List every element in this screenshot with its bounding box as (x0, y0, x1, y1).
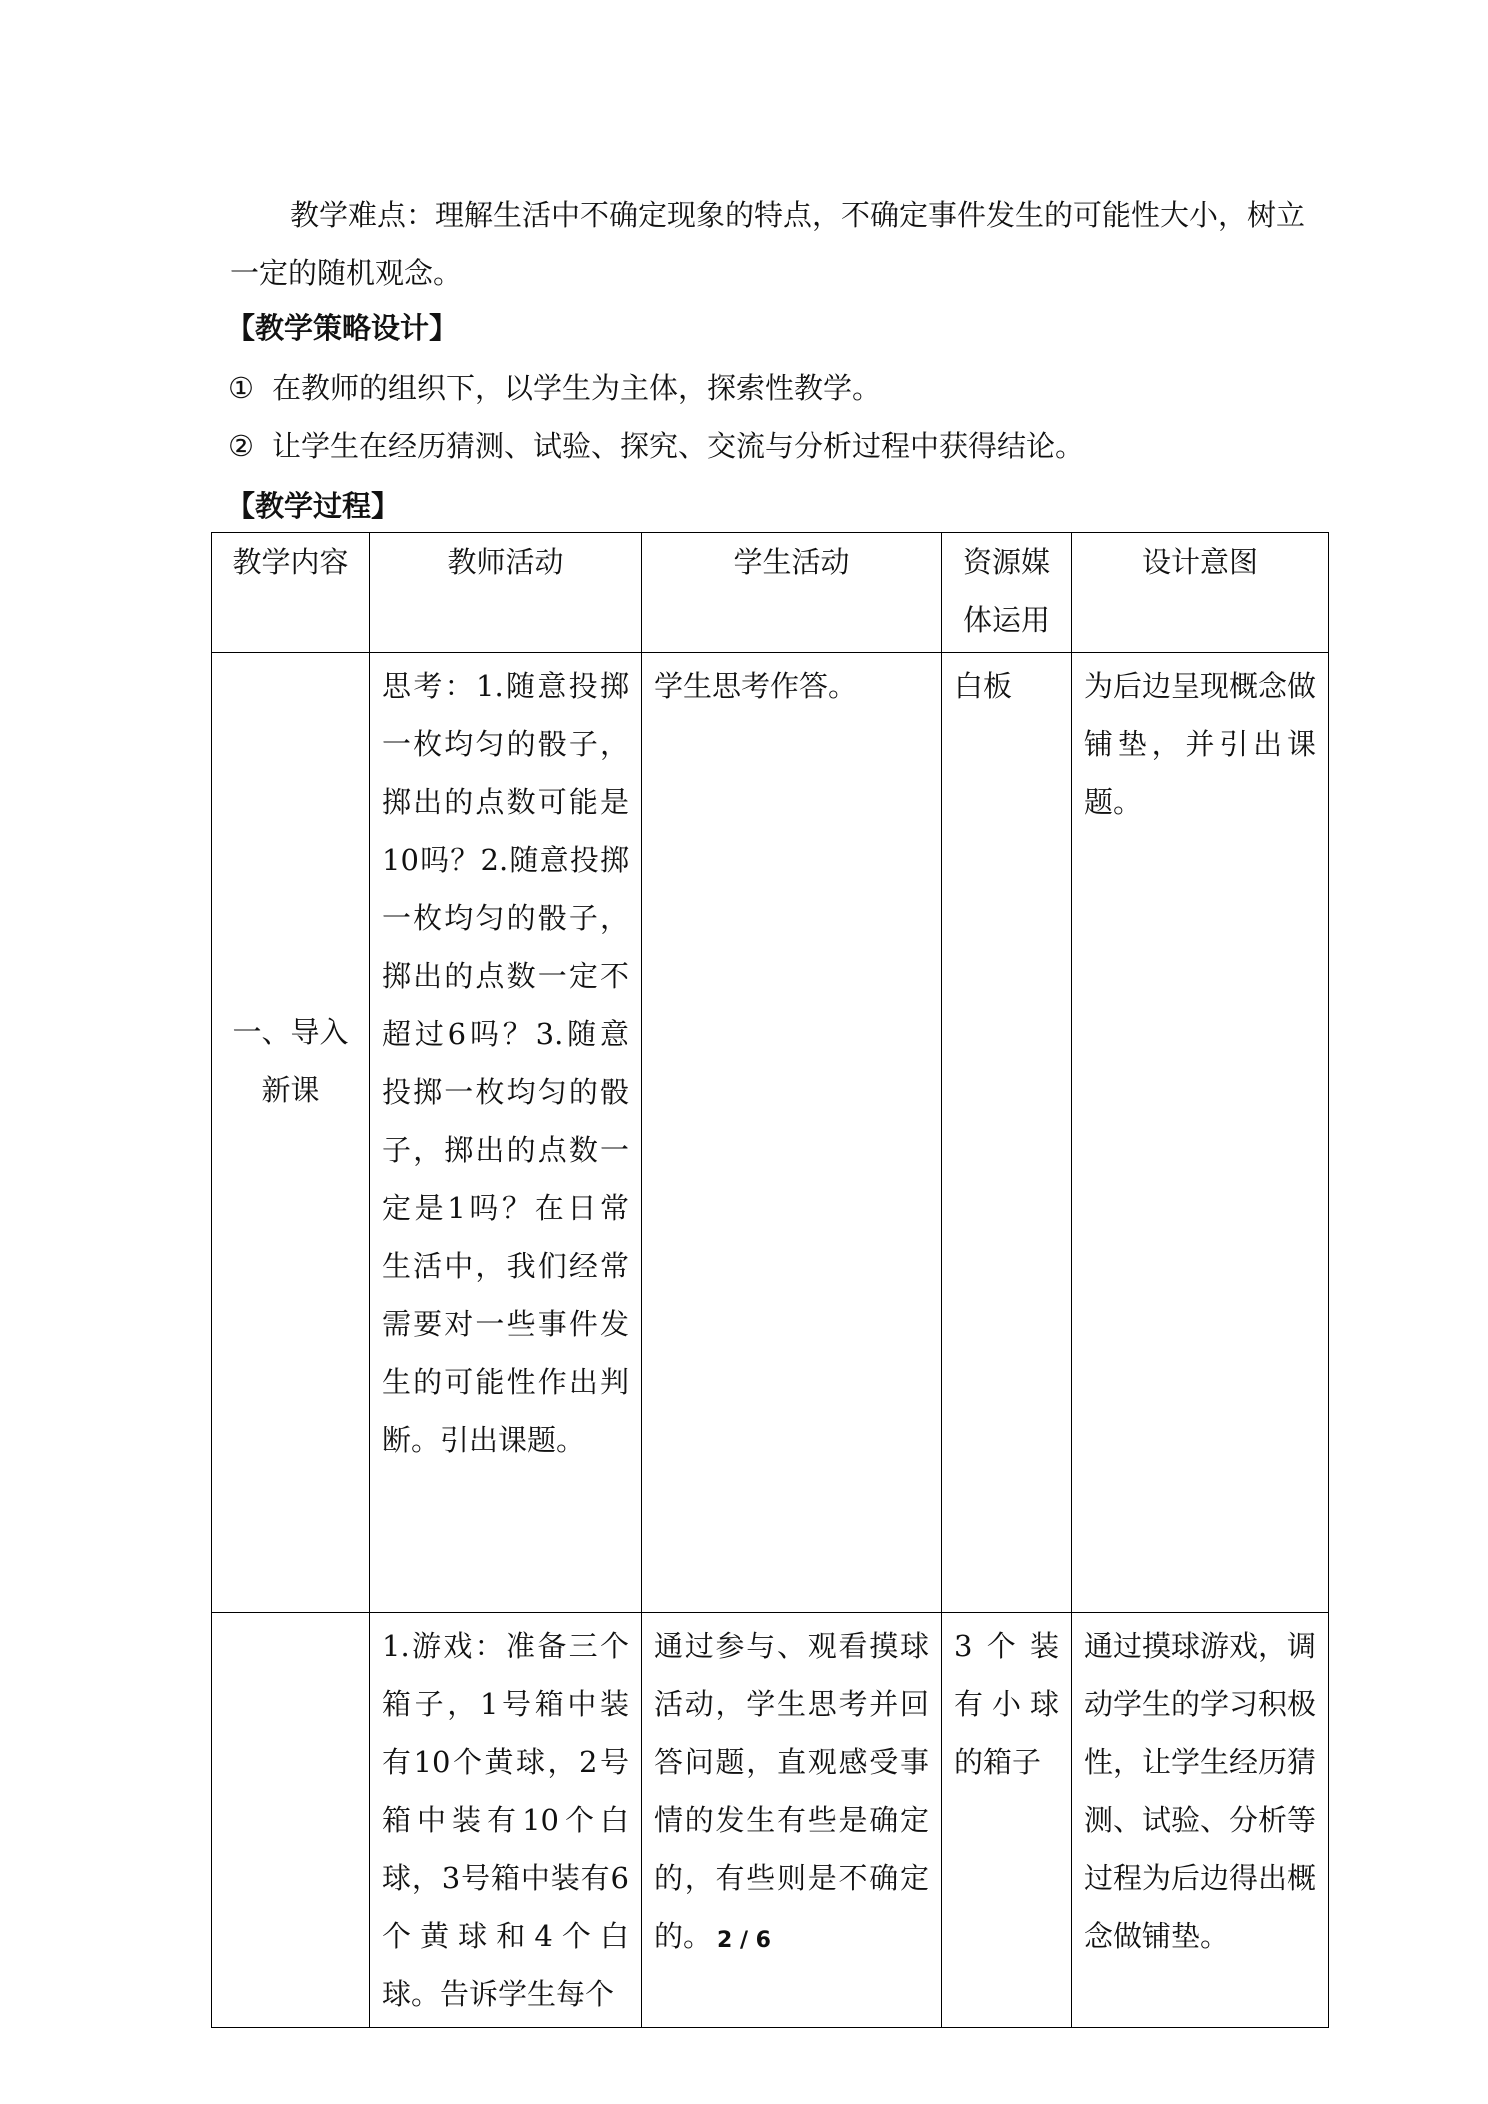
table-row (212, 1613, 1329, 2028)
row-2-media: 3个装有小球的箱子 (954, 1629, 1059, 1779)
row-2-content-cell (212, 1613, 370, 2028)
row-2-student-cell (642, 1613, 942, 2028)
row-1-media-cell (942, 653, 1072, 1613)
teaching-difficulty-paragraph: 教学难点：理解生活中不确定现象的特点，不确定事件发生的可能性大小，树立一定的随机观念。 (230, 198, 1306, 290)
row-2-intent-cell (1072, 1613, 1329, 2028)
table-row (212, 653, 1329, 1613)
strategy-item-2-text: 让学生在经历猜测、试验、探究、交流与分析过程中获得结论。 (272, 429, 1085, 463)
row-1-intent-cell (1072, 653, 1329, 1613)
strategy-item-1 (228, 366, 881, 407)
row-1-content-cell (212, 653, 370, 1613)
column-header-content: 教学内容 (212, 533, 370, 653)
column-header-media: 资源媒体运用 (942, 533, 1072, 653)
row-2-teacher: 1.游戏：准备三个箱子，1号箱中装有10个黄球，2号箱中装有10个白球，3号箱中装有6个黄球和4个白球。告诉学生每个 (382, 1629, 629, 2011)
row-1-student: 学生思考作答。 (654, 669, 858, 703)
strategy-item-1-text: 在教师的组织下，以学生为主体，探索性教学。 (272, 371, 882, 405)
column-header-student: 学生活动 (642, 533, 942, 653)
row-1-student-cell (642, 653, 942, 1613)
row-1-teacher-cell (370, 653, 642, 1613)
row-1-content: 一、导入新课 (232, 1015, 349, 1107)
column-header-teacher: 教师活动 (370, 533, 642, 653)
row-2-intent: 通过摸球游戏，调动学生的学习积极性，让学生经历猜测、试验、分析等过程为后边得出概念做铺垫。 (1084, 1629, 1317, 1953)
table-header-row (212, 533, 1329, 653)
strategy-item-2 (228, 424, 1084, 465)
strategy-heading: 【教学策略设计】 (226, 311, 459, 345)
row-2-teacher-cell (370, 1613, 642, 2028)
column-header-intent: 设计意图 (1072, 533, 1329, 653)
teaching-process-table (211, 532, 1329, 2028)
strategy-item-2-marker: ② (228, 429, 254, 463)
row-2-content (224, 1613, 357, 1617)
process-heading: 【教学过程】 (226, 489, 401, 523)
row-2-student: 通过参与、观看摸球活动，学生思考并回答问题，直观感受事情的发生有些是确定的，有些则是不确定的。 (654, 1629, 929, 1953)
row-1-media: 白板 (954, 669, 1013, 703)
row-2-media-cell (942, 1613, 1072, 2028)
page-number: 2 / 6 (717, 1928, 771, 1953)
strategy-item-1-marker: ① (228, 371, 254, 405)
row-1-teacher: 思考：1.随意投掷一枚均匀的骰子，掷出的点数可能是10吗？2.随意投掷一枚均匀的骰子，掷出的点数一定不超过6吗？3.随意投掷一枚均匀的骰子，掷出的点数一定是1吗？在日常生活中，我们经常需要对一些事件发生的可能性作出判断。引出课题。 (382, 669, 629, 1457)
row-1-intent: 为后边呈现概念做铺垫，并引出课题。 (1084, 669, 1317, 819)
